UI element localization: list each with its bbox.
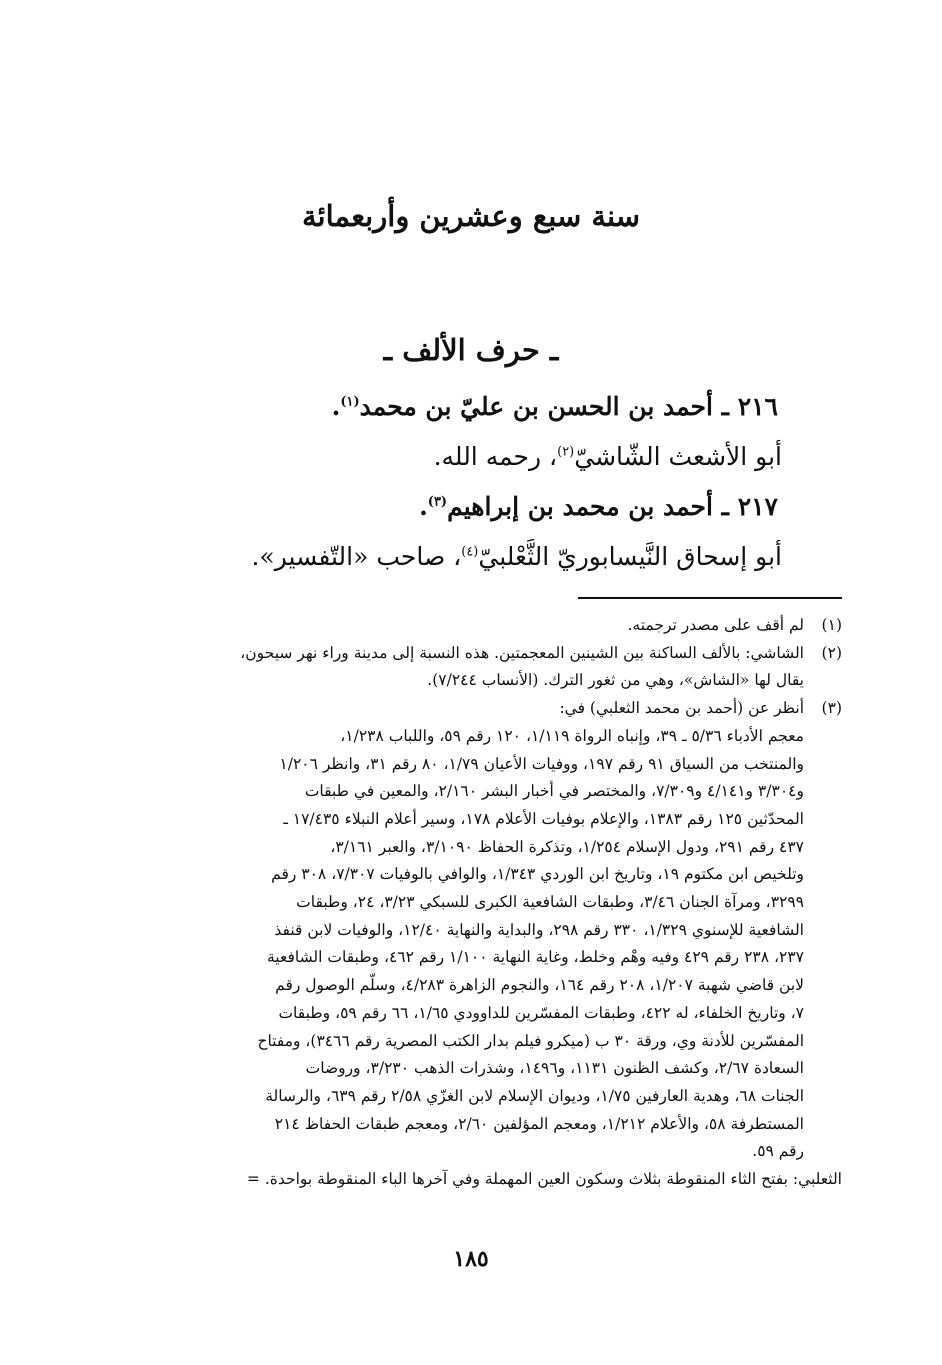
footnote-line: وتلخيص ابن مكتوم ١٩، وتاريخ ابن الوردي ١/٣٤٣، والوافي بالوفيات ٧/٣٠٧، ٣٠٨ رقم bbox=[271, 865, 804, 884]
footnote-number: (٣) bbox=[821, 699, 842, 718]
footnote-divider bbox=[578, 597, 842, 599]
footnote-number: (١) bbox=[821, 616, 842, 634]
footnote bbox=[104, 695, 842, 723]
footnote-line: المفسّرين للأدنة وي، ورقة ٣٠ ب (ميكرو فيلم بدار الكتب المصرية رقم ٣٤٦٦)، ومفتاح bbox=[257, 1031, 804, 1050]
entries-list bbox=[142, 382, 782, 582]
footnote-line: المستطرفة ٥٨، والأعلام ١/٢١٢، ومعجم المؤلفين ٢/٦٠، ومعجم طبقات الحفاظ ٢١٤ bbox=[274, 1114, 804, 1133]
entry-heading-text: ٢١٧ ـ أحمد بن محمد بن إبراهيم bbox=[447, 492, 778, 521]
entry-subline bbox=[142, 532, 782, 582]
entry-subline-end: ، صاحب «التّفسير». bbox=[251, 542, 462, 571]
footnote-tail: الثعلبي: بفتح الثاء المنقوطة بثلاث وسكون العين المهملة وفي آخرها الباء المنقوطة بواحدة. = bbox=[246, 1170, 842, 1189]
footnote-ref[interactable]: (٢) bbox=[557, 444, 575, 460]
footnote-line: السعادة ٢/٦٧، وكشف الظنون ١١٣١، و١٤٩٦، وشذرات الذهب ٣/٢٣٠، وروضات bbox=[305, 1059, 804, 1078]
footnote-line: أنظر عن (أحمد بن محمد الثعلبي) في: bbox=[559, 699, 804, 718]
entry-subline-end: ، رحمه الله. bbox=[433, 442, 558, 471]
footnote-ref[interactable]: (١) bbox=[340, 394, 360, 410]
footnote-body bbox=[104, 612, 804, 640]
entry-heading-end: . bbox=[331, 392, 341, 421]
footnote-line: ٢٣٧، ٢٣٨ رقم ٤٢٩ وفيه وهْم وخلط، وغاية النهاية ١/١٠٠ رقم ٤٦٢، وطبقات الشافعية bbox=[267, 948, 804, 967]
footnote-line: الجنات ٦٨، وهدية العارفين ١/٧٥، وديوان الإسلام لابن الغزّي ٢/٥٨ رقم ٦٣٩، والرسالة bbox=[265, 1086, 804, 1105]
footnote-line: لابن قاضي شهبة ١/٢٠٧، ٢٠٨ رقم ١٦٤، والنجوم الزاهرة ٤/٢٨٣، وسلّم الوصول رقم bbox=[275, 976, 804, 995]
footnote-line: لم أقف على مصدر ترجمته. bbox=[627, 616, 804, 634]
footnote-line: الشاشي: بالألف الساكنة بين الشينين المعجمتين. هذه النسبة إلى مدينة وراء نهر سيحون، bbox=[240, 643, 804, 662]
year-title: سنة سبع وعشرين وأربعمائة bbox=[301, 199, 641, 233]
footnote-line: و٣/٣٠٤ و٤/١٤١ و٧/٣٠٩، والمختصر في أخبار البشر ٢/١٦٠، والمعين في طبقات bbox=[304, 782, 804, 801]
footnote bbox=[104, 640, 842, 695]
footnote-body bbox=[104, 640, 804, 695]
entry-subline bbox=[142, 432, 782, 482]
footnote-sources bbox=[104, 723, 842, 1166]
footnote-number: (٢) bbox=[821, 643, 842, 662]
footnote-line: يقال لها «الشاش»، وهي من ثغور الترك. (الأنساب ٧/٢٤٤). bbox=[427, 671, 804, 690]
footnote-line: ٤٣٧ رقم ٢٩١، ودول الإسلام ١/٢٥٤، وتذكرة الحفاظ ٣/١٠٩٠، والعبر ٣/١٦١، bbox=[330, 837, 804, 856]
entry-subline-text: أبو الأشعث الشّاشيّ bbox=[574, 442, 782, 471]
entry-heading bbox=[142, 382, 782, 432]
footnotes bbox=[104, 612, 842, 1194]
section-title: ـ حرف الألف ـ bbox=[383, 333, 559, 367]
footnote-body bbox=[104, 695, 804, 723]
footnote-line: ٧، وتاريخ الخلفاء، له ٤٢٢، وطبقات المفسّرين للداوودي ١/٦٥، ٦٦ رقم ٥٩، وطبقات bbox=[278, 1003, 804, 1022]
footnote-line: والمنتخب من السياق ٩١ رقم ١٩٧، ووفيات الأعيان ١/٧٩، ٨٠ رقم ٣١، وانظر ١/٢٠٦ bbox=[279, 754, 804, 773]
footnote-line: رقم ٥٩. bbox=[752, 1142, 804, 1161]
footnote-line: الشافعية للإسنوي ١/٣٢٩، ٣٣٠ رقم ٢٩٨، والبداية والنهاية ١٢/٤٠، والوفيات لابن قنفذ bbox=[274, 920, 804, 939]
footnote-line: المحدّثين ١٢٥ رقم ١٣٨٣، والإعلام بوفيات الأعلام ١٧٨، وسير أعلام النبلاء ١٧/٤٣٥ ـ bbox=[283, 809, 804, 828]
footnote-line: معجم الأدباء ٥/٣٦ ـ ٣٩، وإنباه الرواة ١/١١٩، ١٢٠ رقم ٥٩، واللباب ١/٢٣٨، bbox=[340, 726, 804, 745]
page-number: ١٨٥ bbox=[453, 1246, 489, 1272]
entry-subline-text: أبو إسحاق النَّيسابوريّ الثَّعْلبيّ bbox=[478, 542, 782, 571]
footnote-ref[interactable]: (٣) bbox=[427, 494, 448, 510]
footnote-ref[interactable]: (٤) bbox=[461, 544, 479, 560]
footnote bbox=[104, 612, 842, 640]
entry-heading bbox=[142, 482, 782, 532]
entry-heading-end: . bbox=[419, 492, 428, 521]
footnote-line: ٣٢٩٩، ومرآة الجنان ٣/٤٦، وطبقات الشافعية الكبرى للسبكي ٣/٢٣، ٢٤، وطبقات bbox=[296, 893, 804, 912]
entry-heading-text: ٢١٦ ـ أحمد بن الحسن بن عليّ بن محمد bbox=[359, 392, 778, 421]
